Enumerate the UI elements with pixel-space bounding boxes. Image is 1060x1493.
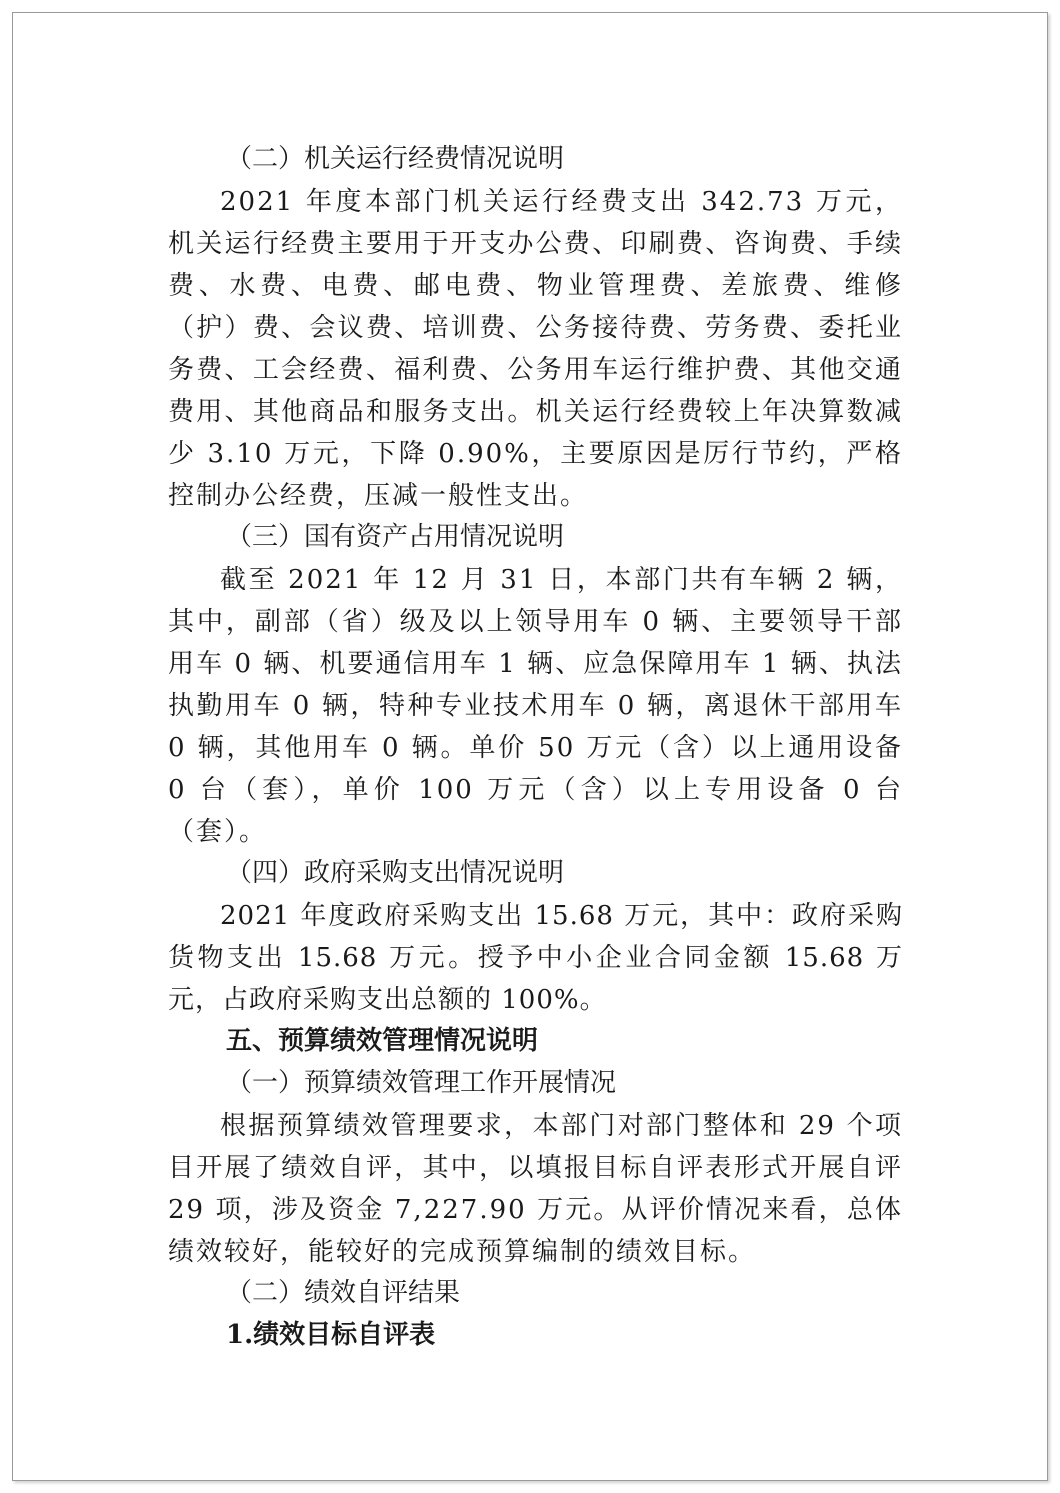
section-heading-state-assets: （三）国有资产占用情况说明 (226, 522, 565, 552)
chapter-heading-performance-management: 五、预算绩效管理情况说明 (226, 1026, 539, 1056)
section-heading-government-procurement: （四）政府采购支出情况说明 (226, 858, 565, 888)
subsection-heading-self-evaluation-table: 1.绩效目标自评表 (226, 1320, 436, 1350)
paragraph-state-assets: 截至 2021 年 12 月 31 日，本部门共有车辆 2 辆，其中，副部（省）级及以上领导用车 0 辆、主要领导干部用车 0 辆、机要通信用车 1 辆、应急保障用车 1 辆、执法执勤用车 0 辆，特种专业技术用车 0 辆，离退休干部用车 0 辆，其他用车 0 辆。单价 50 万元（含）以上通用设备 0 台（套），单价 100 万元（含）以上专用设备 0 台（套）。 (168, 565, 903, 847)
paragraph-operating-expenses: 2021 年度本部门机关运行经费支出 342.73 万元，机关运行经费主要用于开支办公费、印刷费、咨询费、手续费、水费、电费、邮电费、物业管理费、差旅费、维修（护）费、会议费、培训费、公务接待费、劳务费、委托业务费、工会经费、福利费、公务用车运行维护费、其他交通费用、其他商品和服务支出。机关运行经费较上年决算数减少 3.10 万元，下降 0.90%，主要原因是厉行节约，严格控制办公经费，压减一般性支出。 (168, 187, 903, 511)
section-heading-self-evaluation-results: （二）绩效自评结果 (226, 1278, 461, 1308)
paragraph-government-procurement: 2021 年度政府采购支出 15.68 万元，其中：政府采购货物支出 15.68 万元。授予中小企业合同金额 15.68 万元，占政府采购支出总额的 100%。 (168, 901, 903, 1015)
paragraph-performance-work: 根据预算绩效管理要求，本部门对部门整体和 29 个项目开展了绩效自评，其中，以填报目标自评表形式开展自评 29 项，涉及资金 7,227.90 万元。从评价情况来看，总体绩效较好，能较好的完成预算编制的绩效目标。 (168, 1111, 903, 1267)
section-heading-operating-expenses: （二）机关运行经费情况说明 (226, 144, 565, 174)
section-heading-performance-work: （一）预算绩效管理工作开展情况 (226, 1068, 617, 1098)
document-body (168, 139, 903, 1357)
